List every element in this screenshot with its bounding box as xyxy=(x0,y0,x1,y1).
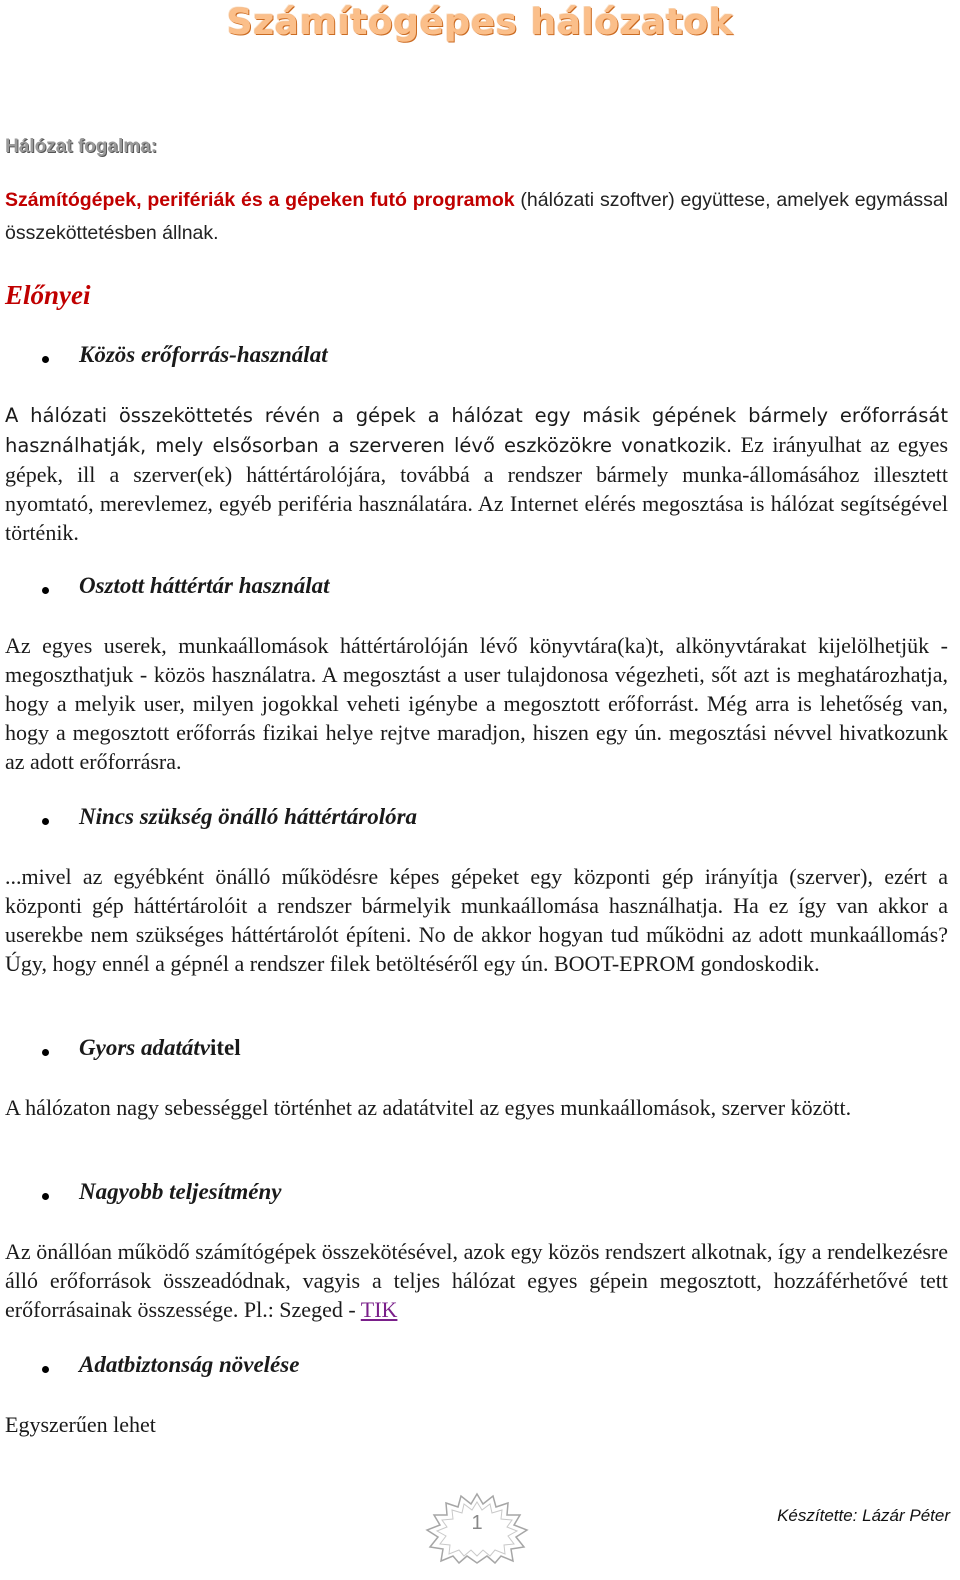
bullet-label-italic: Gyors adatátv xyxy=(79,1035,210,1060)
definition-heading: Hálózat fogalma: xyxy=(5,136,158,157)
bullet-label: Adatbiztonság növelése xyxy=(79,1352,300,1377)
paragraph: A hálózaton nagy sebességgel történhet az adatátvitel az egyes munkaállomások, szerver között. xyxy=(5,1095,852,1120)
bullet-label-upright: itel xyxy=(209,1035,241,1060)
bullet-icon xyxy=(42,1193,49,1200)
document-title: Számítógépes hálózatok xyxy=(226,2,734,43)
paragraph xyxy=(5,400,948,547)
page-number: 1 xyxy=(471,1512,483,1534)
bullet-icon xyxy=(42,587,49,594)
paragraph xyxy=(5,1237,948,1324)
advantages-heading: Előnyei xyxy=(5,280,91,310)
definition-paragraph xyxy=(5,184,948,250)
tik-link[interactable]: TIK xyxy=(360,1297,398,1322)
bullet-label: Közös erőforrás-használat xyxy=(79,342,328,367)
paragraph: ...mivel az egyébként önálló működésre képes gépeket egy központi gép irányítja (szerver), ezért a központi gép háttértárolóit a rendszer bármelyik munkaállomása használhatja. Ha ez így van akkor a userekbe nem szükséges háttértárolót építeni. No de akkor hogyan tud működni az adott munkaállomás? Úgy, hogy ennél a gépnél a rendszer filek betöltéséről egy ún. BOOT-EPROM gondoskodik. xyxy=(5,864,948,976)
bullet-item xyxy=(0,1179,960,1211)
definition-text: (hálózati szoftver) együttese, amelyek egymással összeköttetésben állnak. xyxy=(5,189,948,244)
bullet-item xyxy=(0,342,960,374)
bullet-item xyxy=(0,804,960,836)
paragraph: Az egyes userek, munkaállomások háttértárolóján lévő könyvtára(ka)t, alkönyvtárakat kijelölhetjük - megoszthatjuk - közös használatra. A megosztást a user tulajdonosa végezheti, sőt azt is meghatározhatja, hogy a melyik user, milyen jogokkal veheti igénybe a megosztott erőforrást. Még arra is lehetőség van, hogy a megosztott erőforrás fizikai helye rejtve maradjon, hiszen egy ún. megosztási névvel hivatkozunk az adott erőforrásra. xyxy=(5,633,948,774)
bullet-label: Nincs szükség önálló háttértárolóra xyxy=(79,804,418,829)
bullet-label: Nagyobb teljesítmény xyxy=(79,1179,282,1204)
footer-author: Készítette: Lázár Péter xyxy=(777,1506,950,1525)
bullet-item xyxy=(0,1035,960,1067)
bullet-item xyxy=(0,1352,960,1384)
bullet-label: Osztott háttértár használat xyxy=(79,573,330,598)
bullet-icon xyxy=(42,818,49,825)
bullet-icon xyxy=(42,1366,49,1373)
paragraph-part: Ez irányulhat az egyes gépek, ill a szerver(ek) háttértárolójára, továbbá a rendszer bármely munka-állomásához illesztett nyomtató, merevlemez, egyéb periféria használatára. Az Internet elérés megosztása is hálózat segítségével történik. xyxy=(5,432,948,545)
bullet-icon xyxy=(42,1049,49,1056)
paragraph-text: Az önállóan működő számítógépek összekötésével, azok egy közös rendszert alkotnak, így a rendelkezésre álló erőforrások összeadódnak, vagyis a teljes hálózat egyes gépein megosztott, hozzáférhetővé tett erőforrásainak összessége. Pl.: Szeged - xyxy=(5,1239,948,1322)
bullet-item xyxy=(0,573,960,605)
definition-highlight: Számítógépek, perifériák és a gépeken futó programok xyxy=(5,189,515,211)
paragraph: Egyszerűen lehet xyxy=(5,1412,156,1437)
bullet-icon xyxy=(42,356,49,363)
bullet-label xyxy=(79,1035,241,1061)
paragraph-part: A hálózati összeköttetés révén a gépek a hálózat egy másik gépének bármely erőforrását használhatják, mely elsősorban a szerveren lévő eszközökre vonatkozik. xyxy=(5,404,948,457)
